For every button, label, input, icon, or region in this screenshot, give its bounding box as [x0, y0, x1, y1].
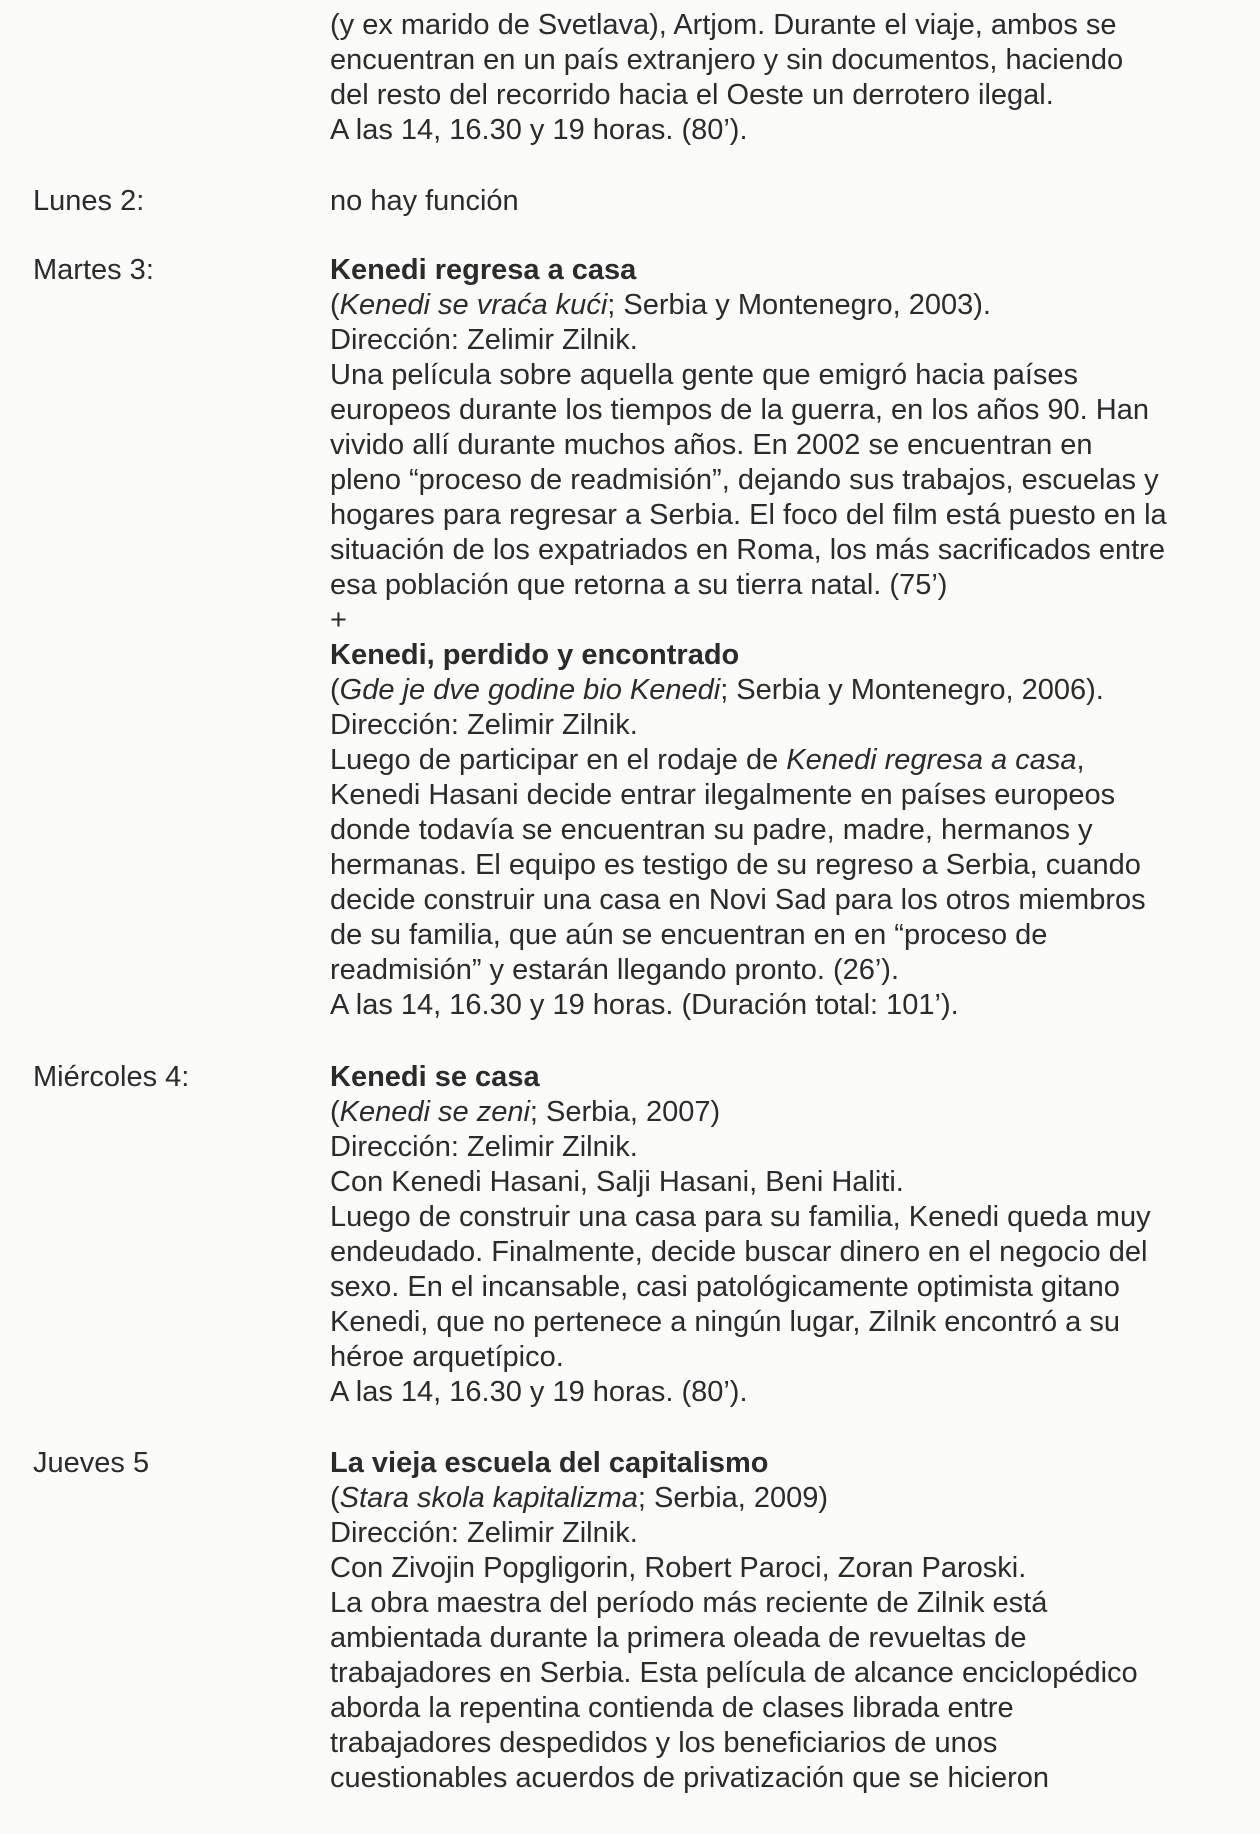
synopsis-line: Luego de participar en el rodaje de Kenedi regresa a casa,: [330, 744, 1085, 776]
day-label-lunes: Lunes 2:: [33, 185, 145, 217]
film-director: Dirección: Zelimir Zilnik.: [330, 1131, 638, 1163]
film-title: La vieja escuela del capitalismo: [330, 1447, 769, 1479]
synopsis-line: ambientada durante la primera oleada de revueltas de: [330, 1622, 1027, 1654]
film-title: Kenedi regresa a casa: [330, 254, 637, 286]
original-title: Stara skola kapitalizma: [339, 1482, 638, 1514]
film-director: Dirección: Zelimir Zilnik.: [330, 1517, 638, 1549]
film-reference: (Stara skola kapitalizma; Serbia, 2009): [330, 1482, 829, 1514]
intro-line: del resto del recorrido hacia el Oeste un derrotero ilegal.: [330, 79, 1054, 111]
film-cast: Con Zivojin Popgligorin, Robert Paroci, Zoran Paroski.: [330, 1552, 1027, 1584]
film-title-italic: Kenedi regresa a casa: [786, 744, 1077, 776]
synopsis-line: de su familia, que aún se encuentran en en “proceso de: [330, 919, 1048, 951]
synopsis-line: europeos durante los tiempos de la guerra, en los años 90. Han: [330, 394, 1149, 426]
intro-line: (y ex marido de Svetlava), Artjom. Durante el viaje, ambos se: [330, 9, 1117, 41]
synopsis-line: Una película sobre aquella gente que emigró hacia países: [330, 359, 1079, 391]
intro-block: [330, 8, 1230, 148]
synopsis-line: héroe arquetípico.: [330, 1341, 564, 1373]
synopsis-line: decide construir una casa en Novi Sad para los otros miembros: [330, 884, 1146, 916]
intro-schedule: A las 14, 16.30 y 19 horas. (80’).: [330, 114, 748, 146]
jueves-block: [330, 1446, 1230, 1796]
intro-line: encuentran en un país extranjero y sin documentos, haciendo: [330, 44, 1124, 76]
synopsis-line: hogares para regresar a Serbia. El foco del film está puesto en la: [330, 499, 1167, 531]
film-director: Dirección: Zelimir Zilnik.: [330, 709, 638, 741]
synopsis-line: Kenedi, que no pertenece a ningún lugar, Zilnik encontró a su: [330, 1306, 1120, 1338]
no-show-text: no hay función: [330, 185, 519, 217]
lunes-block: [330, 184, 1230, 219]
plus-separator: +: [330, 604, 347, 636]
synopsis-line: aborda la repentina contienda de clases librada entre: [330, 1692, 1014, 1724]
martes-block: [330, 253, 1230, 1023]
synopsis-line: Luego de construir una casa para su familia, Kenedi queda muy: [330, 1201, 1151, 1233]
synopsis-line: sexo. En el incansable, casi patológicamente optimista gitano: [330, 1271, 1120, 1303]
schedule: A las 14, 16.30 y 19 horas. (Duración total: 101’).: [330, 989, 959, 1021]
original-title: Kenedi se zeni: [339, 1096, 530, 1128]
synopsis-line: Kenedi Hasani decide entrar ilegalmente en países europeos: [330, 779, 1116, 811]
film-title: Kenedi se casa: [330, 1061, 540, 1093]
day-label-martes: Martes 3:: [33, 254, 154, 286]
film-cast: Con Kenedi Hasani, Salji Hasani, Beni Haliti.: [330, 1166, 904, 1198]
synopsis-line: cuestionables acuerdos de privatización que se hicieron: [330, 1762, 1049, 1794]
synopsis-line: trabajadores despedidos y los beneficiarios de unos: [330, 1727, 998, 1759]
miercoles-block: [330, 1060, 1230, 1410]
film-reference: (Kenedi se vraća kući; Serbia y Montenegro, 2003).: [330, 289, 991, 321]
synopsis-line: donde todavía se encuentran su padre, madre, hermanos y: [330, 814, 1093, 846]
film-director: Dirección: Zelimir Zilnik.: [330, 324, 638, 356]
synopsis-line: endeudado. Finalmente, decide buscar dinero en el negocio del: [330, 1236, 1148, 1268]
day-label-jueves: Jueves 5: [33, 1447, 150, 1479]
original-title: Kenedi se vraća kući: [339, 289, 608, 321]
synopsis-line: esa población que retorna a su tierra natal. (75’): [330, 569, 948, 601]
film-reference: (Gde je dve godine bio Kenedi; Serbia y Montenegro, 2006).: [330, 674, 1104, 706]
synopsis-line: pleno “proceso de readmisión”, dejando sus trabajos, escuelas y: [330, 464, 1159, 496]
synopsis-line: La obra maestra del período más reciente de Zilnik está: [330, 1587, 1048, 1619]
synopsis-line: readmisión” y estarán llegando pronto. (26’).: [330, 954, 900, 986]
synopsis-line: vivido allí durante muchos años. En 2002 se encuentran en: [330, 429, 1093, 461]
film-title: Kenedi, perdido y encontrado: [330, 639, 740, 671]
film-reference: (Kenedi se zeni; Serbia, 2007): [330, 1096, 721, 1128]
day-label-miercoles: Miércoles 4:: [33, 1061, 190, 1093]
original-title: Gde je dve godine bio Kenedi: [339, 674, 721, 706]
schedule: A las 14, 16.30 y 19 horas. (80’).: [330, 1376, 748, 1408]
synopsis-line: hermanas. El equipo es testigo de su regreso a Serbia, cuando: [330, 849, 1141, 881]
synopsis-line: trabajadores en Serbia. Esta película de alcance enciclopédico: [330, 1657, 1138, 1689]
synopsis-line: situación de los expatriados en Roma, los más sacrificados entre: [330, 534, 1165, 566]
